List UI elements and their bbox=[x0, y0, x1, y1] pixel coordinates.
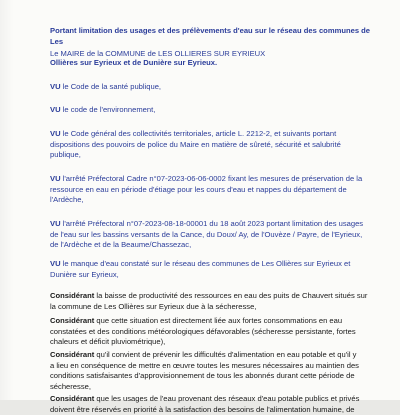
vu-paragraph bbox=[50, 95, 375, 116]
considerant-keyword: Considérant bbox=[50, 350, 95, 360]
considerant-text: que les usages de l'eau provenant des réseaux d'eau potable publics et privés doivent être réservés en priorité à la satisfaction des besoins de l'alimentation humaine, de bbox=[50, 394, 360, 414]
considerant-keyword: Considérant bbox=[50, 316, 95, 326]
vu-paragraph bbox=[50, 72, 375, 93]
title-line-1: Portant limitation des usages et des prélèvements d'eau sur le réseau des communes de Les bbox=[50, 26, 371, 46]
vu-paragraph bbox=[50, 119, 375, 161]
vu-text: le manque d'eau constaté sur le réseau des communes de Les Ollières sur Eyrieux et Dunière sur Eyrieux, bbox=[50, 259, 351, 279]
vu-paragraph bbox=[50, 249, 375, 280]
vu-keyword: VU bbox=[50, 129, 61, 139]
vu-text: l'arrêté Préfectoral n°07-2023-08-18-00001 du 18 août 2023 portant limitation des usages de l'eau sur les bassins versants de la Cance, du Doux/ Ay, de l'Ouvèze / Payre, de l'Eyrieux, de l'Ardèche et de la Beaume/Chassezac, bbox=[50, 219, 364, 250]
document-title bbox=[50, 16, 375, 68]
considerant-keyword: Considérant bbox=[50, 291, 95, 301]
vu-text: le Code général des collectivités territoriales, article L. 2212-2, et suivants portant dispositions des pouvoirs de police du Maire en matière de sûreté, sécurité et salubrité publique, bbox=[50, 129, 341, 160]
vu-paragraph bbox=[50, 209, 375, 251]
vu-keyword: VU bbox=[50, 174, 61, 184]
vu-paragraph bbox=[50, 164, 375, 206]
vu-keyword: VU bbox=[50, 105, 61, 115]
title-line-2: Ollières sur Eyrieux et de Dunière sur Eyrieux. bbox=[50, 57, 218, 67]
vu-keyword: VU bbox=[50, 219, 61, 229]
considerant-text: que cette situation est directement liée aux fortes consommations en eau constatées et des conditions météorologiques défavorables (sécheresse persistante, fortes chaleurs et déficit pluviométrique), bbox=[50, 316, 356, 347]
vu-text: l'arrêté Préfectoral Cadre n°07-2023-06-06-0002 fixant les mesures de préservation de la ressource en eau en période d'étiage pour les cours d'eau et nappes du département de l'Ardèche, bbox=[50, 174, 363, 205]
mayor-line: Le MAIRE de la COMMUNE de LES OLLIERES SUR EYRIEUX bbox=[50, 49, 266, 58]
vu-keyword: VU bbox=[50, 259, 61, 269]
vu-text: le Code de la santé publique, bbox=[60, 82, 162, 92]
vu-keyword: VU bbox=[50, 82, 61, 92]
vu-text: le code de l'environnement, bbox=[60, 105, 156, 115]
considerant-keyword: Considérant bbox=[50, 394, 95, 404]
considerant-text: la baisse de productivité des ressources en eau des puits de Chauvert situés sur la commune de Les Ollières sur Eyrieux due à la sécheresse, bbox=[50, 291, 368, 311]
considerant-text: qu'il convient de prévenir les difficultés d'alimentation en eau potable et qu'il y a lieu en conséquence de mettre en œuvre toutes les mesures nécessaires au maintien des conditions satisfaisantes d'approvisionnement de tous les abonnés durant cette période de sécheresse, bbox=[50, 350, 359, 391]
